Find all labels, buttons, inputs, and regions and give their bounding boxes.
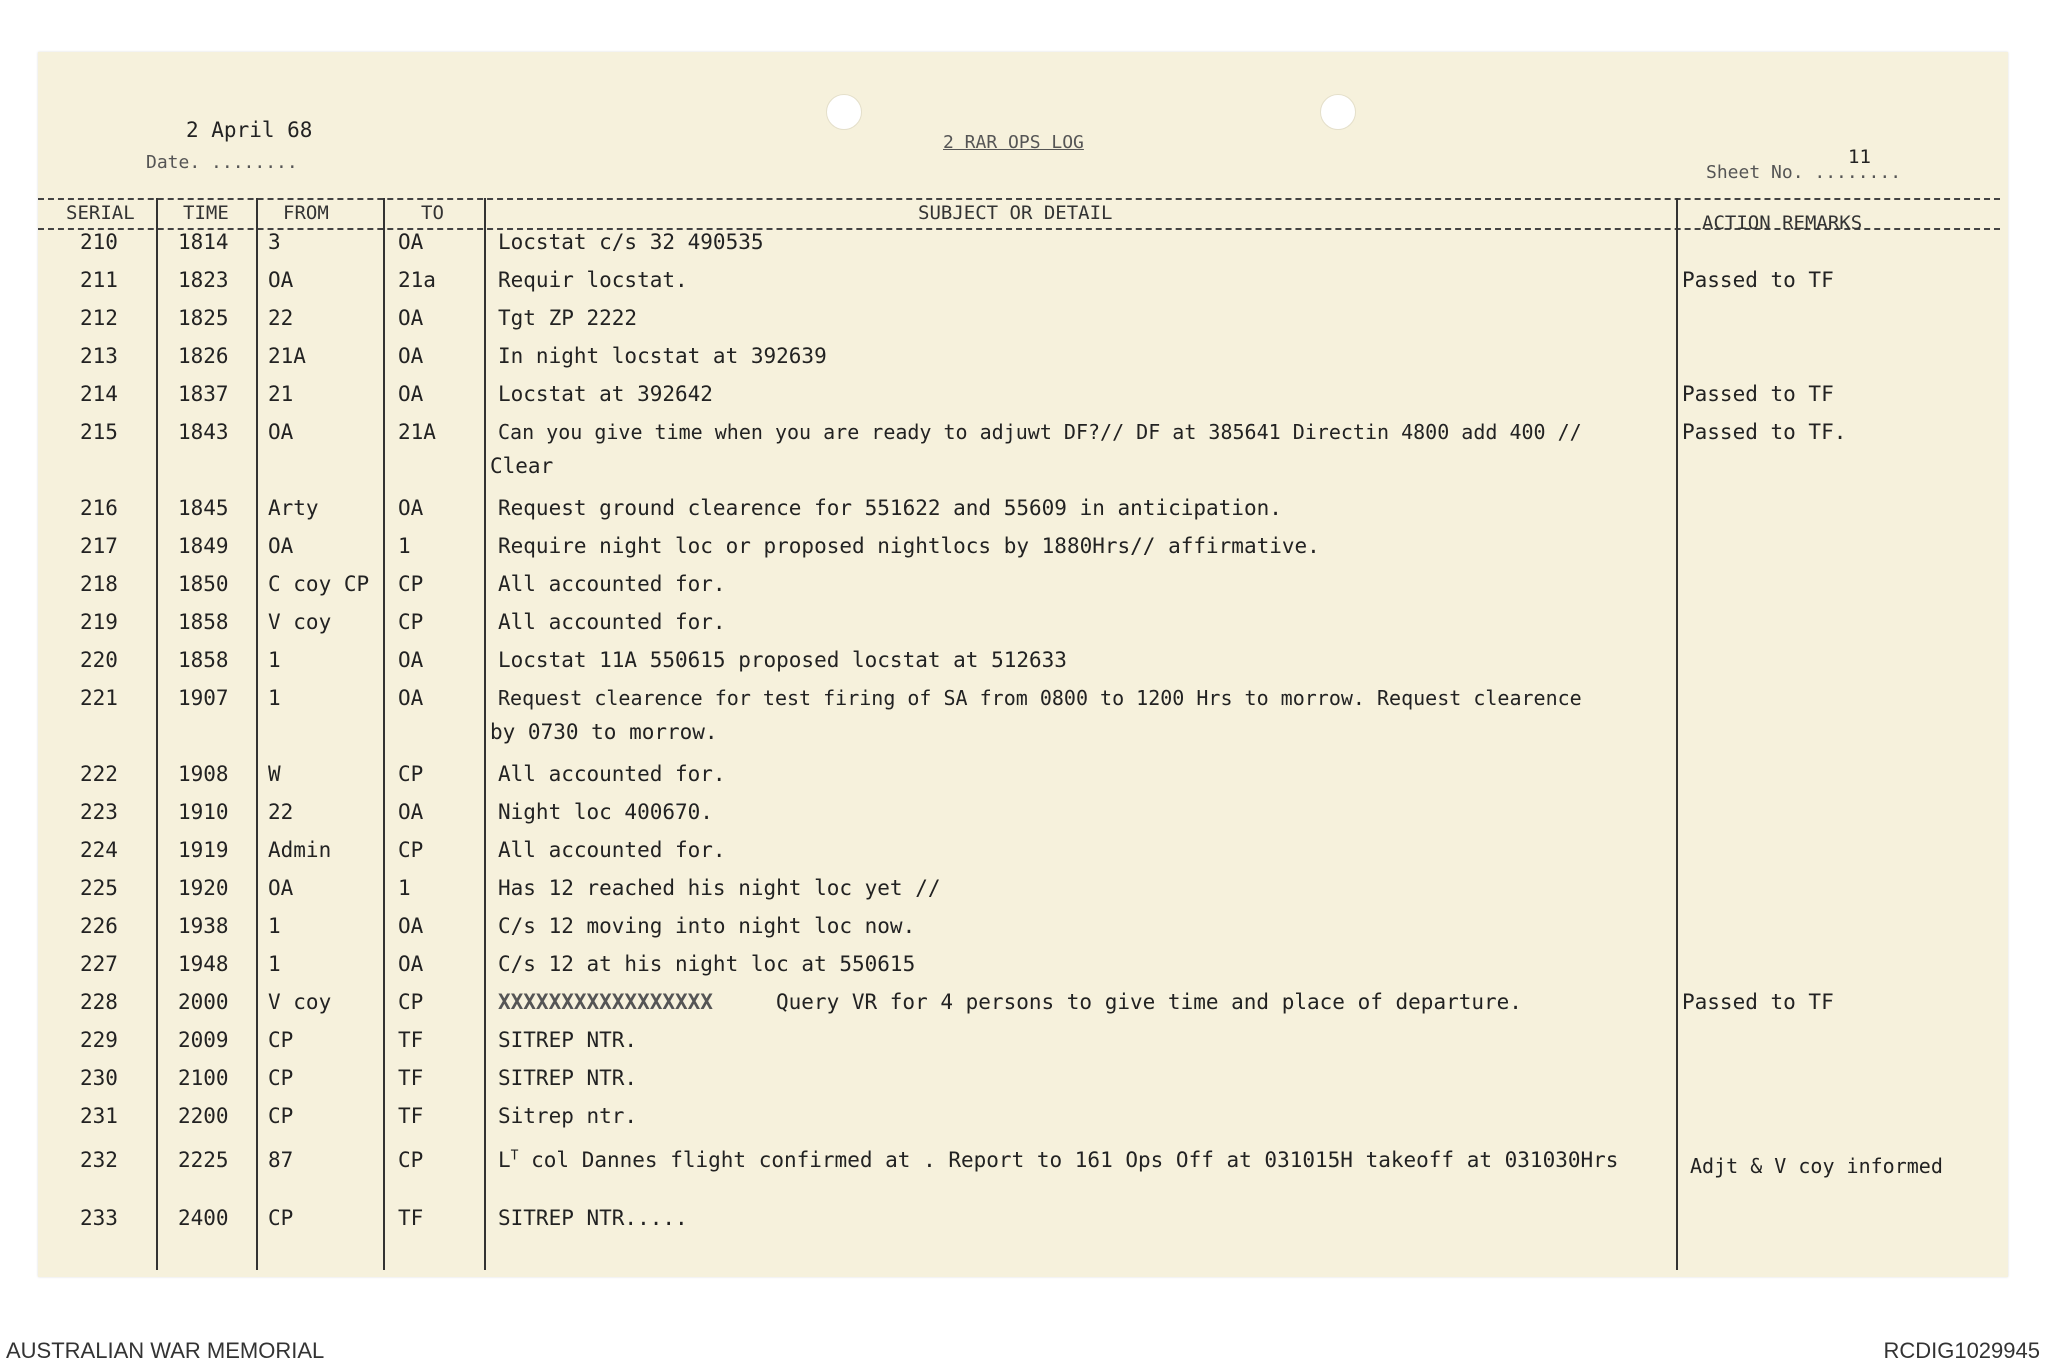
header-time: TIME (183, 202, 229, 224)
cell-detail: All accounted for. (498, 610, 726, 634)
cell-time: 1908 (178, 762, 229, 786)
header-to: TO (421, 202, 444, 224)
table-row (38, 610, 2008, 648)
cell-time: 2400 (178, 1206, 229, 1230)
cell-action: Passed to TF (1682, 268, 1834, 292)
cell-to: TF (398, 1028, 424, 1052)
table-row (38, 914, 2008, 952)
header-from: FROM (283, 202, 329, 224)
cell-detail: Query VR for 4 persons to give time and place of departure. (776, 990, 1522, 1014)
table-row (38, 344, 2008, 382)
table-row (38, 876, 2008, 914)
cell-serial: 223 (80, 800, 118, 824)
cell-to: CP (398, 762, 424, 786)
cell-from: V coy (268, 990, 332, 1014)
cell-to: OA (398, 306, 424, 330)
table-row (38, 534, 2008, 572)
cell-detail: Request ground clearence for 551622 and 55609 in anticipation. (498, 496, 1282, 520)
footer-source: AUSTRALIAN WAR MEMORIAL (6, 1338, 325, 1363)
cell-detail: Require night loc or proposed nightlocs by 1880Hrs// affirmative. (498, 534, 1320, 558)
detail-prefix: L (498, 1148, 511, 1172)
cell-serial: 211 (80, 268, 118, 292)
cell-serial: 224 (80, 838, 118, 862)
cell-serial: 230 (80, 1066, 118, 1090)
cell-to: CP (398, 990, 424, 1014)
cell-serial: 210 (80, 230, 118, 254)
cell-from: 1 (268, 648, 281, 672)
cell-from: CP (268, 1206, 294, 1230)
cell-from: 21 (268, 382, 294, 406)
cell-serial: 231 (80, 1104, 118, 1128)
punch-hole-left (826, 94, 862, 130)
detail-superscript: T (510, 1148, 519, 1164)
cell-detail: SITREP NTR..... (498, 1206, 688, 1230)
cell-to: 1 (398, 876, 411, 900)
cell-action: Passed to TF (1682, 382, 1834, 406)
table-row (38, 990, 2008, 1028)
cell-detail: In night locstat at 392639 (498, 344, 827, 368)
cell-serial: 228 (80, 990, 118, 1014)
table-row (38, 1066, 2008, 1104)
cell-to: OA (398, 686, 424, 710)
cell-to: TF (398, 1104, 424, 1128)
cell-to: 21A (398, 420, 436, 444)
cell-time: 2200 (178, 1104, 229, 1128)
cell-time: 1823 (178, 268, 229, 292)
cell-time: 2009 (178, 1028, 229, 1052)
header-subject: SUBJECT OR DETAIL (918, 202, 1113, 224)
cell-detail: C/s 12 at his night loc at 550615 (498, 952, 916, 976)
cell-detail: All accounted for. (498, 762, 726, 786)
cell-serial: 220 (80, 648, 118, 672)
table-row (38, 306, 2008, 344)
cell-to: 1 (398, 534, 411, 558)
struck-through-text: XXXXXXXXXXXXXXXXX (498, 990, 713, 1014)
cell-from: OA (268, 420, 294, 444)
cell-detail: Locstat at 392642 (498, 382, 713, 406)
cell-to: CP (398, 838, 424, 862)
header-action: ACTION REMARKS (1702, 212, 1863, 234)
table-row (38, 420, 2008, 490)
cell-from: C coy CP (268, 572, 370, 596)
cell-time: 1814 (178, 230, 229, 254)
cell-from: Arty (268, 496, 319, 520)
cell-serial: 216 (80, 496, 118, 520)
cell-detail: SITREP NTR. (498, 1066, 638, 1090)
cell-detail: col Dannes flight confirmed at . Report to 161 Ops Off at 031015H takeoff at 031030Hrs (518, 1148, 1619, 1172)
cell-serial: 214 (80, 382, 118, 406)
cell-serial: 217 (80, 534, 118, 558)
cell-from: CP (268, 1028, 294, 1052)
cell-time: 1920 (178, 876, 229, 900)
cell-to: CP (398, 572, 424, 596)
cell-detail: SITREP NTR. (498, 1028, 638, 1052)
page-title: 2 RAR OPS LOG (943, 132, 1084, 153)
cell-detail: C/s 12 moving into night loc now. (498, 914, 916, 938)
cell-time: 2100 (178, 1066, 229, 1090)
cell-detail: Request clearence for test firing of SA from 0800 to 1200 Hrs to morrow. Request clearence (498, 686, 1582, 710)
cell-action: Passed to TF (1682, 990, 1834, 1014)
table-row (38, 1148, 2008, 1186)
log-sheet (38, 52, 2008, 1277)
table-row (38, 268, 2008, 306)
cell-time: 2000 (178, 990, 229, 1014)
table-row (38, 1206, 2008, 1244)
cell-from: 1 (268, 952, 281, 976)
cell-from: OA (268, 876, 294, 900)
cell-detail: Locstat c/s 32 490535 (498, 230, 764, 254)
cell-from: 87 (268, 1148, 294, 1172)
cell-from: 1 (268, 914, 281, 938)
cell-from: CP (268, 1104, 294, 1128)
cell-from: W (268, 762, 281, 786)
table-row (38, 1028, 2008, 1066)
date-value: 2 April 68 (186, 118, 313, 142)
cell-from: CP (268, 1066, 294, 1090)
table-row (38, 572, 2008, 610)
header-top-rule (38, 198, 2000, 200)
cell-to: OA (398, 648, 424, 672)
table-row (38, 648, 2008, 686)
cell-time: 1858 (178, 648, 229, 672)
cell-time: 1826 (178, 344, 229, 368)
cell-detail-continued: Clear (490, 454, 554, 478)
cell-detail: Can you give time when you are ready to adjuwt DF?// DF at 385641 Directin 4800 add 400 // (498, 420, 1582, 444)
cell-time: 1907 (178, 686, 229, 710)
cell-serial: 232 (80, 1148, 118, 1172)
cell-serial: 221 (80, 686, 118, 710)
cell-serial: 213 (80, 344, 118, 368)
date-label: Date. ........ (146, 152, 298, 173)
cell-detail: Sitrep ntr. (498, 1104, 638, 1128)
cell-to: OA (398, 914, 424, 938)
cell-serial: 222 (80, 762, 118, 786)
cell-detail-continued: by 0730 to morrow. (490, 720, 718, 744)
cell-time: 1843 (178, 420, 229, 444)
cell-serial: 226 (80, 914, 118, 938)
cell-to: OA (398, 230, 424, 254)
sheet-label: Sheet No. ........ (1706, 162, 1902, 183)
cell-action: Passed to TF. (1682, 420, 1847, 444)
cell-detail: All accounted for. (498, 838, 726, 862)
cell-to: OA (398, 496, 424, 520)
cell-time: 1948 (178, 952, 229, 976)
sheet-number: 11 (1848, 146, 1871, 168)
cell-to: OA (398, 952, 424, 976)
cell-serial: 229 (80, 1028, 118, 1052)
cell-from: 1 (268, 686, 281, 710)
cell-from: OA (268, 268, 294, 292)
cell-from: 21A (268, 344, 306, 368)
cell-serial: 233 (80, 1206, 118, 1230)
cell-time: 1938 (178, 914, 229, 938)
table-row (38, 382, 2008, 420)
table-row (38, 762, 2008, 800)
table-row (38, 800, 2008, 838)
cell-to: OA (398, 800, 424, 824)
cell-serial: 212 (80, 306, 118, 330)
cell-from: 22 (268, 306, 294, 330)
cell-serial: 225 (80, 876, 118, 900)
cell-detail: Night loc 400670. (498, 800, 713, 824)
cell-detail-combined (498, 1148, 1618, 1172)
cell-from: V coy (268, 610, 332, 634)
cell-to: 21a (398, 268, 436, 292)
cell-serial: 219 (80, 610, 118, 634)
cell-serial: 218 (80, 572, 118, 596)
cell-serial: 227 (80, 952, 118, 976)
cell-to: TF (398, 1206, 424, 1230)
cell-detail: Locstat 11A 550615 proposed locstat at 512633 (498, 648, 1067, 672)
table-row (38, 952, 2008, 990)
cell-detail: Has 12 reached his night loc yet // (498, 876, 941, 900)
cell-detail: Tgt ZP 2222 (498, 306, 638, 330)
table-row (38, 230, 2008, 268)
cell-time: 1919 (178, 838, 229, 862)
cell-time: 1850 (178, 572, 229, 596)
cell-time: 2225 (178, 1148, 229, 1172)
cell-serial: 215 (80, 420, 118, 444)
cell-detail: All accounted for. (498, 572, 726, 596)
cell-time: 1910 (178, 800, 229, 824)
punch-hole-right (1320, 94, 1356, 130)
cell-time: 1849 (178, 534, 229, 558)
cell-detail: Requir locstat. (498, 268, 688, 292)
cell-time: 1845 (178, 496, 229, 520)
cell-time: 1858 (178, 610, 229, 634)
cell-time: 1825 (178, 306, 229, 330)
cell-to: TF (398, 1066, 424, 1090)
cell-from: OA (268, 534, 294, 558)
table-row (38, 838, 2008, 876)
header-serial: SERIAL (66, 202, 135, 224)
table-row (38, 1104, 2008, 1142)
table-row (38, 496, 2008, 534)
cell-to: CP (398, 1148, 424, 1172)
cell-time: 1837 (178, 382, 229, 406)
cell-to: OA (398, 382, 424, 406)
cell-from: 3 (268, 230, 281, 254)
footer-reference: RCDIG1029945 (1883, 1338, 2040, 1363)
cell-from: 22 (268, 800, 294, 824)
cell-to: CP (398, 610, 424, 634)
table-row (38, 686, 2008, 756)
cell-to: OA (398, 344, 424, 368)
cell-from: Admin (268, 838, 332, 862)
cell-action: Adjt & V coy informed (1690, 1154, 1943, 1178)
